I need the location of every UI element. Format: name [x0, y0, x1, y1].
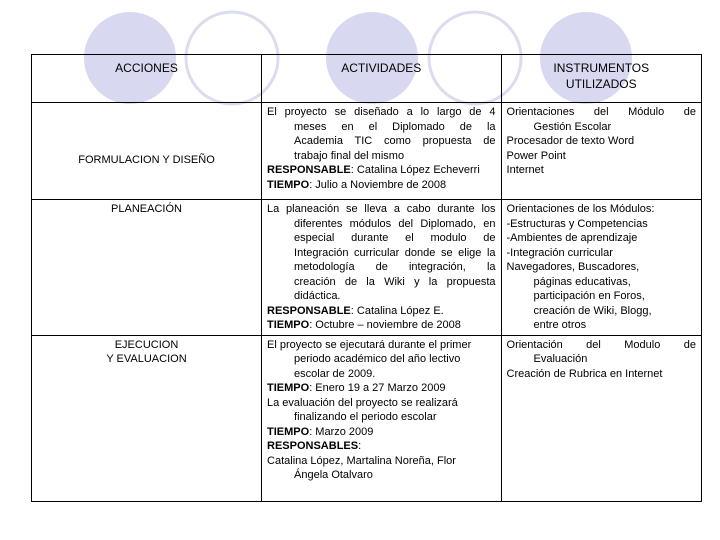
instrumentos-cell: Orientaciones de los Módulos: -Estructuras y Competencias -Ambientes de aprendizaje -Integración curricular Navegadores, Buscadores, páginas educativas, participación en Foros, creación de Wiki, Blogg, entre otros	[501, 200, 701, 336]
actividad-cell: El proyecto se diseñado a lo largo de 4 meses en el Diplomado de la Academia TIC como propuesta de trabajo final del mismo RESPONSABLE: Catalina López Echeverri TIEMPO: Julio a Noviembre de 2008	[262, 103, 502, 200]
header-actividades: ACTIVIDADES	[262, 55, 502, 103]
actividad-cell: El proyecto se ejecutará durante el primer periodo académico del año lectivo escolar de 2009. TIEMPO: Enero 19 a 27 Marzo 2009 La evaluación del proyecto se realizará finalizando el periodo escolar TIEMPO: Marzo 2009 RESPONSABLES: Catalina López, Martalina Noreña, Flor Ángela Otalvaro	[262, 335, 502, 501]
accion-cell: PLANEACIÓN	[32, 200, 262, 336]
accion-cell: EJECUCION Y EVALUACION	[32, 335, 262, 501]
header-row	[32, 55, 702, 103]
header-acciones: ACCIONES	[32, 55, 262, 103]
header-instrumentos: INSTRUMENTOS UTILIZADOS	[501, 55, 701, 103]
actions-table	[31, 54, 702, 502]
table-row	[32, 200, 702, 336]
instrumentos-cell: Orientaciones del Módulo de Gestión Escolar Procesador de texto Word Power Point Internet	[501, 103, 701, 200]
actividad-cell: La planeación se lleva a cabo durante los diferentes módulos del Diplomado, en especial durante el modulo de Integración curricular donde se elige la metodología de integración, la creación de la Wiki y la propuesta didáctica. RESPONSABLE: Catalina López E. TIEMPO: Octubre – noviembre de 2008	[262, 200, 502, 336]
accion-cell: FORMULACION Y DISEÑO	[32, 103, 262, 200]
instrumentos-cell: Orientación del Modulo de Evaluación Creación de Rubrica en Internet	[501, 335, 701, 501]
table-row	[32, 103, 702, 200]
table-row	[32, 335, 702, 501]
